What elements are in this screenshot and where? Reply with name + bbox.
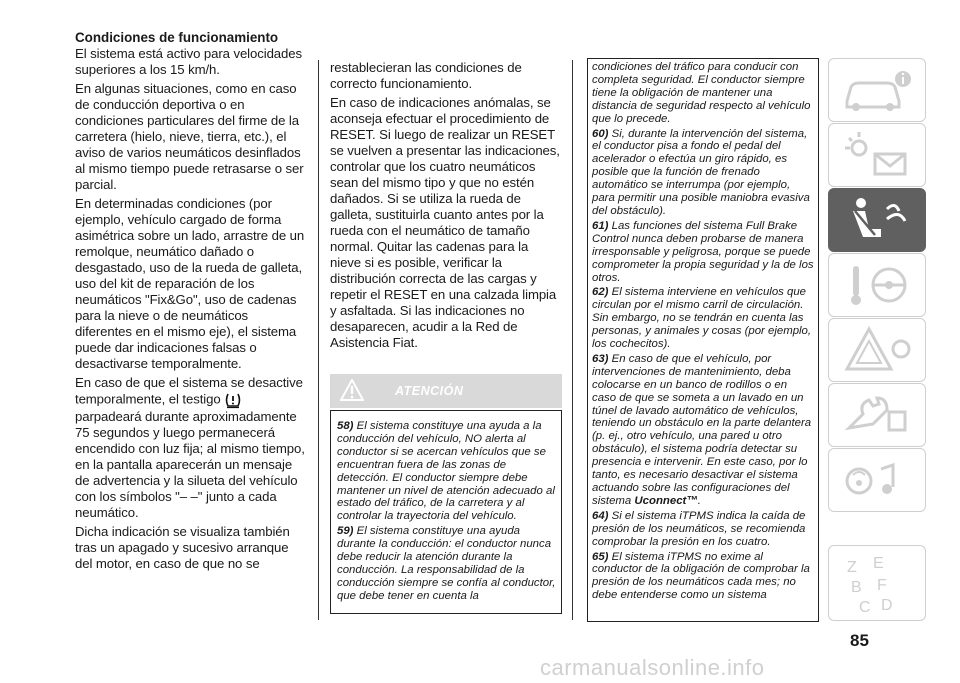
note-text: El sistema constituye una ayuda a la conducción del vehículo, NO alerta al conductor si se acercan vehículos que se encuentran fuera de las zonas de detección. El conductor siempre debe mantener un nivel de atención adecuado al estado del tráfico, de la carretera y al controlar la trayectoria del vehículo. <box>337 420 555 523</box>
note-text: El sistema iTPMS no exime al conductor de la obligación de comprobar la presión de los neumáticos cada mes; no debe entenderse como un sistema <box>592 550 810 602</box>
note-number: 58) <box>337 420 354 432</box>
note-text: Si el sistema iTPMS indica la caída de presión de los neumáticos, se recomienda comprobar la presión en los cuatro. <box>592 509 806 548</box>
page-number: 85 <box>850 631 869 650</box>
svg-text:B: B <box>851 579 862 596</box>
note-text: Si, durante la intervención del sistema, el conductor pisa a fondo el pedal del acelerador o efectúa un giro rápido, es posible que la función de frenado automático se interrumpa (por ejemplo, para permitir una posible maniobra evasiva del obstáculo). <box>592 127 810 217</box>
note-number: 64) <box>592 509 609 522</box>
paragraph: El sistema está activo para velocidades superiores a los 15 km/h. <box>75 46 302 77</box>
paragraph-text: En caso de que el sistema se desactive temporalmente, el testigo <box>75 375 303 407</box>
column-divider <box>318 60 319 620</box>
car-info-icon <box>829 59 925 121</box>
multimedia-icon <box>829 449 925 511</box>
svg-text:D: D <box>881 597 893 614</box>
paragraph-text: parpadeará durante aproximadamente 75 segundos y luego permanecerá encendido con luz fija; al mismo tiempo, en la pantalla aparecerán un mensaje de advertencia y la silueta del vehículo con los símbolos "– –" junto a cada neumático. <box>75 409 305 520</box>
tab-safety[interactable] <box>828 188 926 252</box>
note-text: En caso de que el vehículo, por intervenciones de mantenimiento, deba colocarse en un banco de rodillos o en caso de que se someta a un lavado en un túnel de lavado automático de vehículos, teniendo un obstáculo en la parte delantera (p. ej., otro vehículo, una pared u otro obstáculo), el sistema podría detectar su presencia e intervenir. En este caso, por lo tanto, es necesario desactivar el sistema actuando sobre las configuraciones del sistema <box>592 352 812 507</box>
paragraph: Dicha indicación se visualiza también tras un apagado y sucesivo arranque del motor, en caso de que no se <box>75 524 290 571</box>
paragraph <box>75 375 307 521</box>
note-text: El sistema interviene en vehículos que circulan por el mismo carril de circulación. Sin embargo, no se tendrán en cuenta las personas, y animales y cosas (por ejemplo, los cochecitos). <box>592 286 812 351</box>
svg-text:C: C <box>859 599 871 616</box>
tab-starting-driving[interactable] <box>828 253 926 317</box>
section-heading: Condiciones de funcionamiento <box>75 30 279 45</box>
note-number: 60) <box>592 127 609 140</box>
tab-multimedia[interactable] <box>828 448 926 512</box>
note-text: Las funciones del sistema Full Brake Control nunca deben probarse de manera irresponsable y peligrosa, porque se puede comprometer la propia seguridad y la de los otros. <box>592 219 814 284</box>
column-1 <box>75 30 307 575</box>
warning-triangle-icon <box>340 379 364 406</box>
svg-text:E: E <box>873 555 884 572</box>
note-item <box>592 220 814 285</box>
note-item: condiciones del tráfico para conducir con completa seguridad. El conductor siempre tiene la obligación de mantener una distancia de seguridad respecto al vehículo que lo precede. <box>592 61 811 125</box>
breakdown-triangle-icon <box>829 319 925 381</box>
note-number: 63) <box>592 352 609 365</box>
column-divider <box>572 60 573 620</box>
tab-maintenance[interactable] <box>828 383 926 447</box>
svg-text:F: F <box>877 577 887 594</box>
note-item <box>337 525 557 602</box>
note-item <box>592 128 814 218</box>
note-text: El sistema constituye una ayuda durante la conducción: el conductor nunca debe reducir la atención durante la conducción. La responsabilidad de la conducción siempre se confía al conductor, que debe tener en cuenta la <box>337 525 556 602</box>
watermark: carmanualsonline.info <box>540 655 765 680</box>
note-number: 62) <box>592 286 609 299</box>
note-number: 59) <box>337 525 354 538</box>
tire-pressure-warning-icon <box>224 391 242 409</box>
paragraph: En determinadas condiciones (por ejemplo, vehículo cargado de forma asimétrica sobre un lado, arrastre de un remolque, neumático dañado o desgastado, uso de la rueda de galleta, uso del kit de reparación de los neumáticos "Fix&Go", uso de cadenas para la nieve o de neumáticos diferentes en el mismo eje), el sistema puede dar indicaciones falsas o desactivarse temporalmente. <box>75 196 305 371</box>
note-item <box>592 353 814 508</box>
maintenance-icon <box>829 384 925 446</box>
warning-lights-icon <box>829 124 925 186</box>
note-number: 61) <box>592 219 609 232</box>
uconnect-brand: Uconnect™ <box>634 494 698 507</box>
paragraph: En caso de indicaciones anómalas, se aconseja efectuar el procedimiento de RESET. Si luego de realizar un RESET se vuelven a presentar las indicaciones, controlar que los cuatro neumáticos sean del mismo tipo y que no estén dañados. Si se utiliza la rueda de galleta, sustituirla cuanto antes por la rueda con el neumático de tamaño normal. Quitar las cadenas para la nieve si es posible, verificar la distribución correcta de las cargas y repetir el RESET en una calzada limpia y asfaltada. Si las indicaciones no desaparecen, acudir a la Red de Asistencia Fiat. <box>330 95 560 350</box>
svg-text:Z: Z <box>847 559 857 576</box>
tab-index[interactable] <box>828 545 926 621</box>
note-item <box>337 420 557 523</box>
tab-warning-lights[interactable] <box>828 123 926 187</box>
note-item <box>592 551 814 603</box>
note-number: 65) <box>592 550 609 563</box>
tab-emergency[interactable] <box>828 318 926 382</box>
column-3-notes <box>592 61 814 604</box>
seat-airbag-icon <box>829 189 925 251</box>
paragraph: restablecieran las condiciones de correcto funcionamiento. <box>330 60 522 91</box>
index-icon <box>829 546 925 620</box>
attention-title: ATENCIÓN <box>395 384 464 398</box>
tab-car-info[interactable] <box>828 58 926 122</box>
paragraph: En algunas situaciones, como en caso de conducción deportiva o en condiciones particulares del firme de la carretera (hielo, nieve, tierra, etc.), el aviso de varios neumáticos desinflados al mismo tiempo puede retrasarse o ser parcial. <box>75 81 304 192</box>
attention-notes <box>337 420 557 605</box>
note-end: . <box>697 494 701 507</box>
note-item <box>592 510 814 549</box>
key-steering-icon <box>829 254 925 316</box>
note-item <box>592 286 814 351</box>
column-2 <box>330 60 562 354</box>
